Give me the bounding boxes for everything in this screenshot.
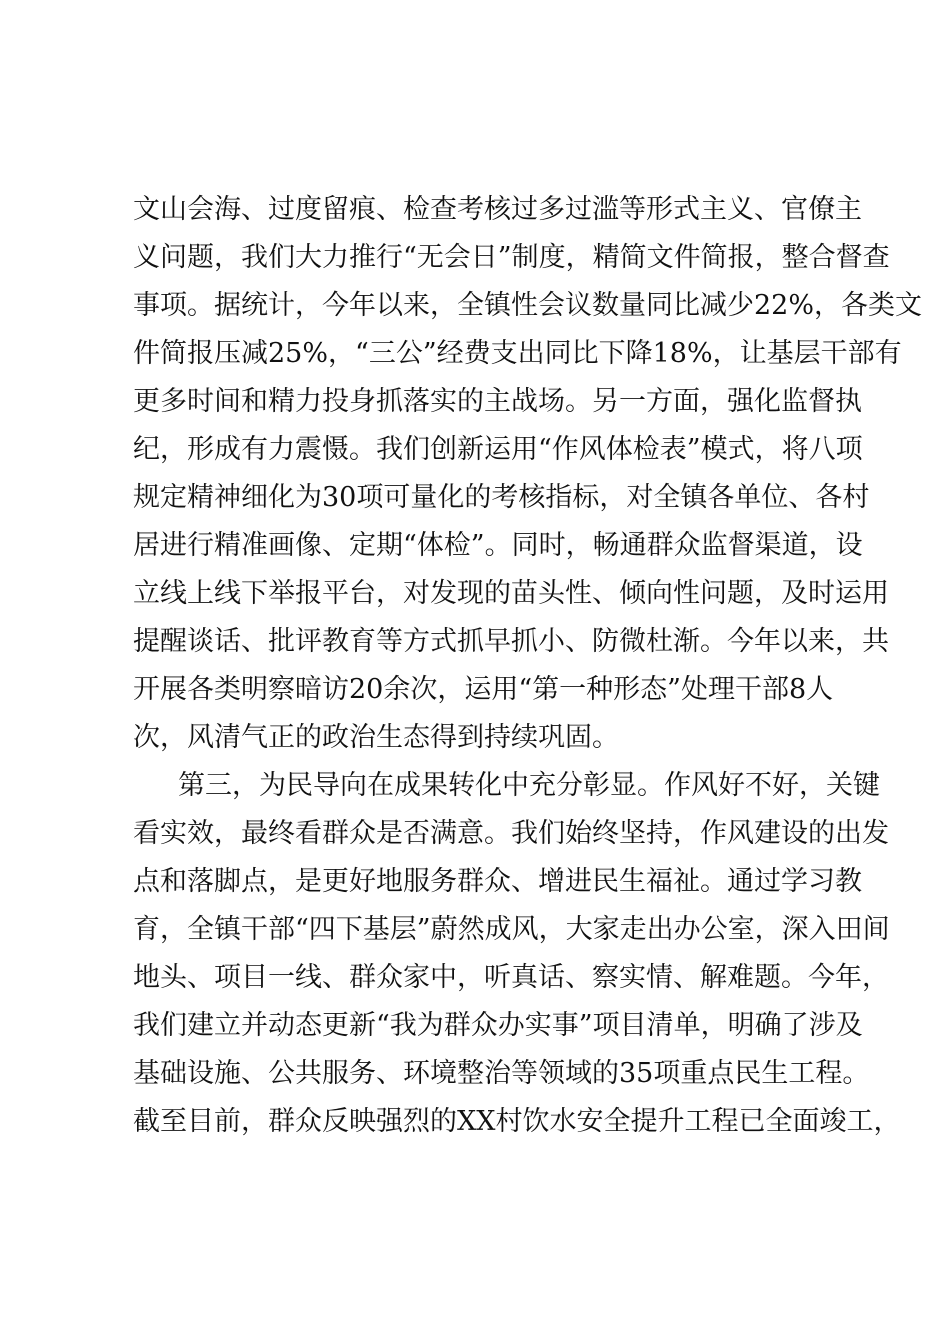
body-text-line: 居进行精准画像、定期“体检”。同时，畅通群众监督渠道，设 [133,530,863,561]
paragraph-start-line: 第三，为民导向在成果转化中充分彰显。作风好不好，关键 [178,770,880,801]
body-text-line: 育，全镇干部“四下基层”蔚然成风，大家走出办公室，深入田间 [133,914,890,945]
body-text-line: 义问题，我们大力推行“无会日”制度，精简文件简报，整合督查 [133,242,890,273]
body-text-line: 文山会海、过度留痕、检查考核过多过滥等形式主义、官僚主 [133,194,862,225]
body-text-line: 我们建立并动态更新“我为群众办实事”项目清单，明确了涉及 [133,1010,863,1041]
body-text-line: 截至目前，群众反映强烈的XX村饮水安全提升工程已全面竣工， [133,1106,901,1137]
body-text-line: 立线上线下举报平台，对发现的苗头性、倾向性问题，及时运用 [133,578,889,609]
body-text-line: 次，风清气正的政治生态得到持续巩固。 [133,722,619,753]
body-text-line: 开展各类明察暗访20余次，运用“第一种形态”处理干部8人 [133,674,834,705]
body-text-line: 更多时间和精力投身抓落实的主战场。另一方面，强化监督执 [133,386,862,417]
body-text-line: 基础设施、公共服务、环境整治等领域的35项重点民生工程。 [133,1058,870,1089]
body-text-line: 地头、项目一线、群众家中，听真话、察实情、解难题。今年， [133,962,889,993]
body-text-line: 看实效，最终看群众是否满意。我们始终坚持，作风建设的出发 [133,818,889,849]
body-text-line: 提醒谈话、批评教育等方式抓早抓小、防微杜渐。今年以来，共 [133,626,889,657]
body-text-line: 点和落脚点，是更好地服务群众、增进民生福祉。通过学习教 [133,866,862,897]
body-text-line: 纪，形成有力震慑。我们创新运用“作风体检表”模式，将八项 [133,434,863,465]
body-text-line: 事项。据统计，今年以来，全镇性会议数量同比减少22%，各类文 [133,290,923,321]
body-text-line: 规定精神细化为30项可量化的考核指标，对全镇各单位、各村 [133,482,870,513]
body-text-line: 件简报压减25%，“三公”经费支出同比下降18%，让基层干部有 [133,338,902,369]
